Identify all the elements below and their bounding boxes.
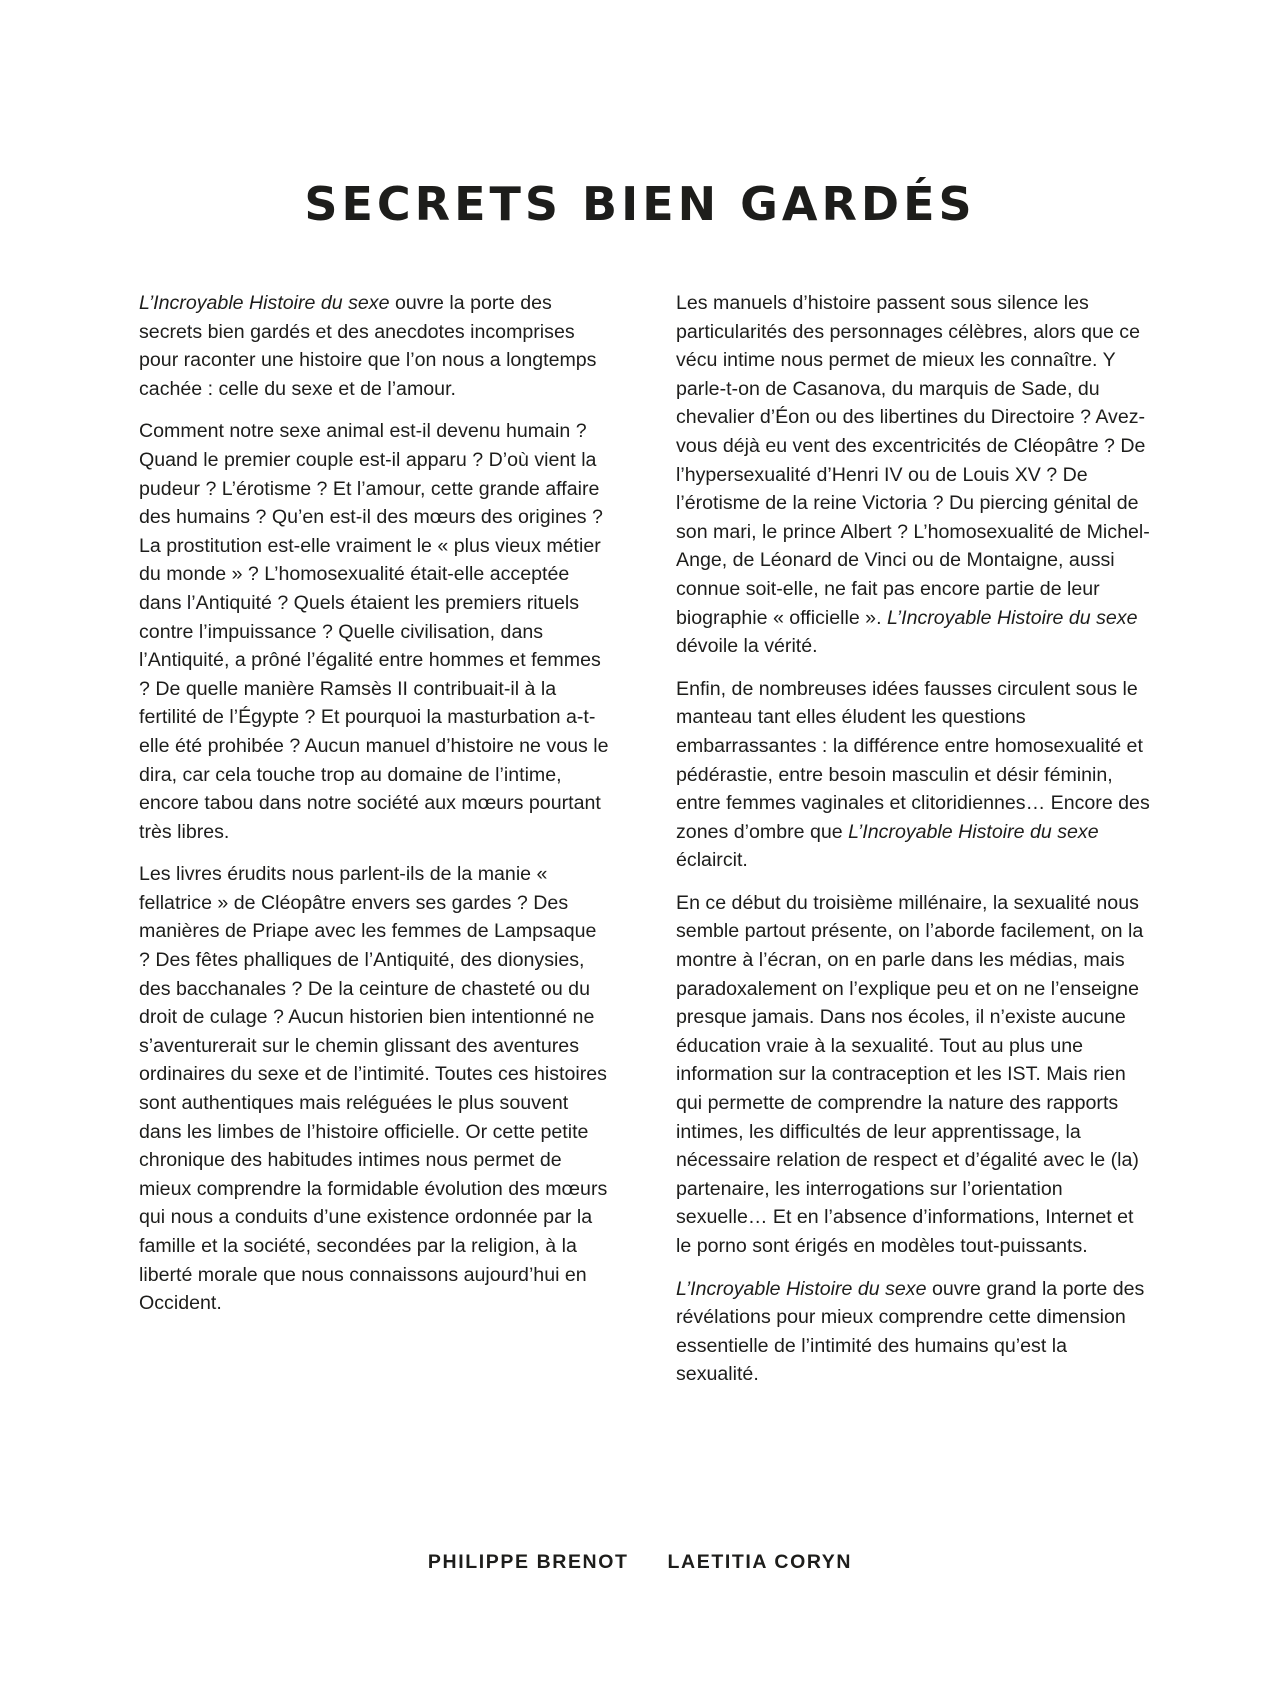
paragraph-false-ideas xyxy=(676,675,1154,875)
book-title-italic: L’Incroyable Histoire du sexe xyxy=(139,292,390,314)
paragraph-conclusion xyxy=(676,1275,1154,1389)
paragraph-third-millennium: En ce début du troisième millénaire, la sexualité nous semble partout présente, on l’aborde facilement, on la montre à l’écran, on en parle dans les médias, mais paradoxalement on l’explique peu et on ne l’enseigne presque jamais. Dans nos écoles, il n’existe aucune éducation vraie à la sexualité. Tout au plus une information sur la contraception et les IST. Mais rien qui permette de comprendre la nature des rapports intimes, les difficultés de leur apprentissage, la nécessaire relation de respect et d’égalité avec le (la) partenaire, les interrogations sur l’orientation sexuelle… Et en l’absence d’informations, Internet et le porno sont érigés en modèles tout-puissants. xyxy=(676,891,1144,1257)
paragraph-text: éclaircit. xyxy=(676,849,748,872)
page-title: SECRETS BIEN GARDÉS xyxy=(304,177,976,231)
left-column xyxy=(139,289,609,1332)
author-name: PHILIPPE BRENOT xyxy=(427,1551,629,1573)
paragraph-text: dévoile la vérité. xyxy=(676,635,818,658)
book-title-italic: L’Incroyable Histoire du sexe xyxy=(886,606,1138,629)
book-title-italic: L’Incroyable Histoire du sexe xyxy=(848,820,1099,843)
paragraph-erudite-books: Les livres érudits nous parlent-ils de la manie « fellatrice » de Cléopâtre envers ses gardes ? Des manières de Priape avec les femmes de Lampsaque ? Des fêtes phalliques de l’Antiquité, des dionysies, des bacchanales ? De la ceinture de chasteté ou du droit de culage ? Aucun historien bien intentionné ne s’aventurerait sur le chemin glissant des aventures ordinaires du sexe et de l’intimité. Toutes ces histoires sont authentiques mais reléguées le plus souvent dans les limbes de l’histoire officielle. Or cette petite chronique des habitudes intimes nous permet de mieux comprendre la formidable évolution des mœurs qui nous a conduits d’une existence ordonnée par la famille et la société, secondées par la religion, à la liberté morale que nous connaissons aujourd’hui en Occident. xyxy=(139,863,608,1315)
paragraph-text: Enfin, de nombreuses idées fausses circulent sous le manteau tant elles éludent les questions embarrassantes : la différence entre homosexualité et pédérastie, entre besoin masculin et désir féminin, entre femmes vaginales et clitoridiennes… Encore des zones d’ombre que xyxy=(676,677,1150,843)
book-title-italic: L’Incroyable Histoire du sexe xyxy=(676,1277,927,1300)
paragraph-text: ouvre grand la porte des révélations pour mieux comprendre cette dimension essentielle de l’intimité des humains qu’est la sexualité. xyxy=(676,1277,1145,1386)
right-column xyxy=(676,289,1154,1403)
paragraph-questions: Comment notre sexe animal est-il devenu humain ? Quand le premier couple est-il apparu ? D’où vient la pudeur ? L’érotisme ? Et l’amour, cette grande affaire des humains ? Qu’en est-il des mœurs des origines ? La prostitution est-elle vraiment le « plus vieux métier du monde » ? L’homosexualité était-elle acceptée dans l’Antiquité ? Quels étaient les premiers rituels contre l’impuissance ? Quelle civilisation, dans l’Antiquité, a prôné l’égalité entre hommes et femmes ? De quelle manière Ramsès II contribuait-il à la fertilité de l’Égypte ? Et pourquoi la masturbation a-t-elle été prohibée ? Aucun manuel d’histoire ne vous le dira, car cela touche trop au domaine de l’intime, encore tabou dans notre société aux mœurs pourtant très libres. xyxy=(139,420,609,843)
authors xyxy=(0,1548,1280,1576)
author-name: LAETITIA CORYN xyxy=(667,1551,853,1573)
paragraph-text: Les manuels d’histoire passent sous silence les particularités des personnages célèbres, alors que ce vécu intime nous permet de mieux les connaître. Y parle-t-on de Casanova, du marquis de Sade, du chevalier d’Éon ou des libertines du Directoire ? Avez-vous déjà eu vent des excentricités de Cléopâtre ? De l’hypersexualité d’Henri IV ou de Louis XV ? De l’érotisme de la reine Victoria ? Du piercing génital de son mari, le prince Albert ? L’homosexualité de Michel-Ange, de Léonard de Vinci ou de Montaigne, aussi connue soit-elle, ne fait pas encore partie de leur biographie « officielle ». xyxy=(676,292,1150,629)
paragraph-history-manuals xyxy=(676,289,1154,661)
paragraph-intro xyxy=(139,289,609,403)
paragraph-text: ouvre la porte des secrets bien gardés et des anecdotes incomprises pour raconter une histoire que l’on nous a longtemps cachée : celle du sexe et de l’amour. xyxy=(139,292,597,400)
